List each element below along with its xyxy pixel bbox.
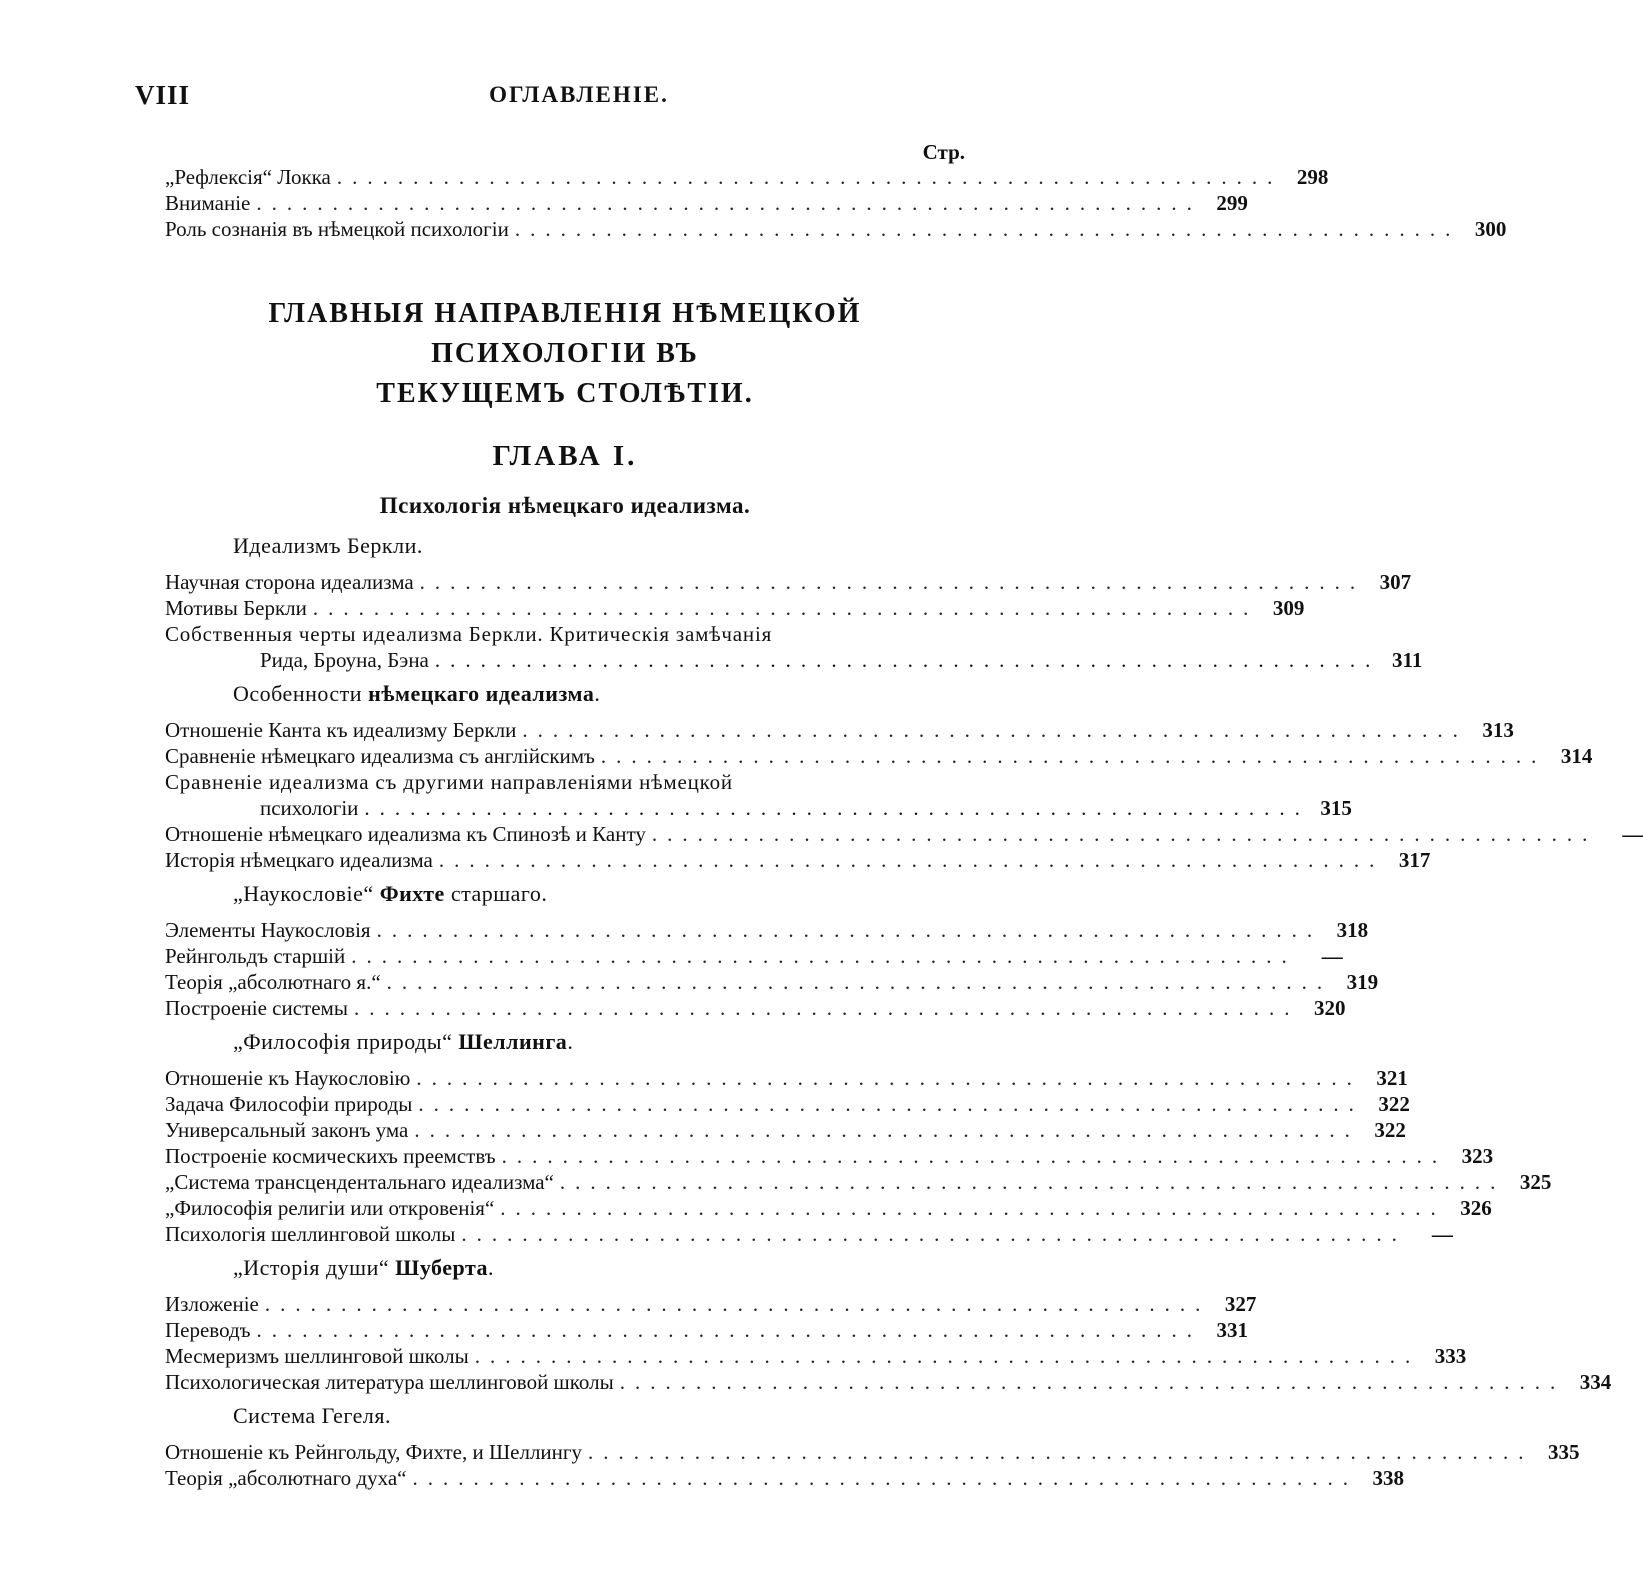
toc-entry: Элементы Наукословія .............................................................. 318 [165,918,1369,942]
toc-entry: Построеніе космическихъ преемствъ .............................................................. 323 [165,1144,1494,1168]
part-title: ГЛАВНЫЯ НАПРАВЛЕНІЯ НѢМЕЦКОЙ ПСИХОЛОГІИ ВЪ ТЕКУЩЕМЪ СТОЛѢТІИ. [268,298,862,409]
toc-entry: Задача Философіи природы .............................................................. 322 [165,1092,1410,1116]
toc-entry: Отношеніе къ Наукословію .............................................................. 321 [165,1066,1408,1090]
section-heading: Особенности нѣмецкаго идеализма. [233,681,601,706]
toc-entry: Исторія нѣмецкаго идеализма .............................................................. 317 [165,848,1431,872]
toc-entry: „Рефлексія“ Локка .............................................................. 298 [165,165,1329,189]
toc-entry: Вниманіе .............................................................. 299 [165,191,1248,215]
toc-entry: Отношеніе Канта къ идеализму Беркли .............................................................. 313 [165,718,1514,742]
page-column-label: Стр. [922,140,965,164]
toc-entry: Психологія шеллинговой школы .............................................................. — [165,1222,1453,1246]
running-title: ОГЛАВЛЕНІЕ. [489,82,669,107]
toc-entry: Переводъ .............................................................. 331 [165,1318,1249,1342]
toc-entry: Мотивы Беркли .............................................................. 309 [165,596,1305,620]
section-heading: „Наукословіе“ Фихте старшаго. [233,881,548,906]
toc-entry-multiline: Сравненіе идеализма съ другими направленіями нѣмецкой психологіи .............................................................. 315 [165,770,1352,820]
toc-entry: Рейнгольдъ старшій .............................................................. — [165,944,1343,968]
toc-entry: Сравненіе нѣмецкаго идеализма съ англійскимъ .............................................................. 314 [165,744,1593,768]
toc-entry: Построеніе системы .............................................................. 320 [165,996,1346,1020]
chapter-heading: ГЛАВА I. [492,440,638,472]
page-folio: VIII [135,80,191,110]
top-entries [165,164,1507,242]
chapter-subtitle: Психологія нѣмецкаго идеализма. [379,493,751,518]
toc-content [165,140,1643,1491]
toc-entry: Теорія „абсолютнаго я.“ .............................................................. 319 [165,970,1379,994]
toc-entry: Психологическая литература шеллинговой школы .............................................................. 334 [165,1370,1612,1394]
running-header [135,80,963,116]
section-heading: Система Гегеля. [233,1403,392,1428]
section-heading: „Исторія души“ Шуберта. [233,1255,495,1280]
toc-entry: Роль сознанія въ нѣмецкой психологіи .............................................................. 300 [165,217,1507,241]
toc-entry: Универсальный законъ ума .............................................................. 322 [165,1118,1406,1142]
section-heading: „Философія природы“ Шеллинга. [233,1029,574,1054]
toc-entry: Теорія „абсолютнаго духа“ .............................................................. 338 [165,1466,1404,1490]
toc-entry: Отношеніе къ Рейнгольду, Фихте, и Шеллингу .............................................................. 335 [165,1440,1580,1464]
toc-entry: Отношеніе нѣмецкаго идеализма къ Спинозѣ и Канту .............................................................. — [165,822,1643,846]
toc-entry: Месмеризмъ шеллинговой школы .............................................................. 333 [165,1344,1467,1368]
toc-entry-multiline: Собственныя черты идеализма Беркли. Критическія замѣчанія Рида, Броуна, Бэна .............................................................. 311 [165,622,1423,672]
toc-entry: Изложеніе .............................................................. 327 [165,1292,1257,1316]
section-heading: Идеализмъ Беркли. [233,533,423,558]
toc-entry: „Система трансцендентальнаго идеализма“ .............................................................. 325 [165,1170,1552,1194]
toc-entry: „Философія религіи или откровенія“ .............................................................. 326 [165,1196,1492,1220]
toc-entry: Научная сторона идеализма .............................................................. 307 [165,570,1412,594]
